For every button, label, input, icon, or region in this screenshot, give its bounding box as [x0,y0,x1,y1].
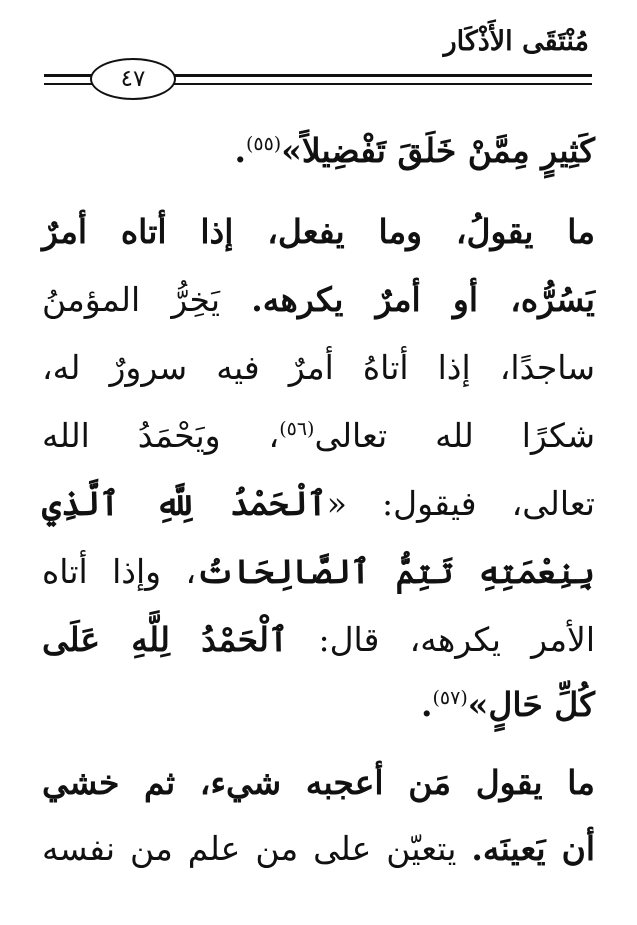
page-number: ٤٧ [120,65,146,92]
section-heading-end: أن يَعينَه. [471,829,596,868]
section-heading-line: ما يقول مَن أعجبه شيء، ثم خشي [42,763,595,802]
quoted-dhikr: بِنِعْمَتِهِ تَتِمُّ ٱلصَّالِحَاتُ [196,552,596,591]
body-text: ، وإذا أتاه [42,552,197,591]
quoted-dhikr: ٱلْحَمْدُ لِلَّهِ ٱلَّذِي [42,484,327,523]
page-number-oval [90,58,176,100]
body-text: ، ويَحْمَدُ الله [42,416,280,455]
body-text: تعالى، فيقول: « [326,484,595,523]
footnote-marker: (٥٧) [432,687,468,709]
punctuation: . [234,131,246,170]
text-line [42,483,595,524]
quoted-dhikr: كُلِّ حَالٍ» [467,685,595,724]
body-text: شكرًا لله تعالى [314,416,595,455]
body-text: يتعيّن على من علم من نفسه [42,829,472,868]
text-line [42,279,595,320]
text-line [42,828,595,869]
punctuation: . [420,685,433,724]
footnote-marker: (٥٥) [245,133,282,155]
text-line [42,551,595,592]
body-text: يَخِرُّ المؤمنُ [42,280,252,319]
body-text: الأمر يكرهه، قال: [288,620,595,659]
section-heading-end: يَسُرُّه، أو أمرٌ يكرهه. [251,280,595,319]
quoted-dhikr: ٱلْحَمْدُ لِلَّهِ عَلَى [42,620,289,659]
text-line [42,415,595,456]
text-line: ساجدًا، إذا أتاهُ أمرٌ فيه سرورٌ له، [42,348,595,387]
text-line [42,130,595,171]
section-heading-line: ما يقولُ، وما يفعل، إذا أتاه أمرٌ [42,212,595,251]
running-header-title: مُنْتَقَى الأَذْكَار [443,26,589,57]
quote-ending: كَثِيرٍ مِمَّنْ خَلَقَ تَفْضِيلاً» [281,131,595,170]
text-line [42,619,595,660]
footnote-marker: (٥٦) [279,418,315,440]
text-line [42,684,595,725]
